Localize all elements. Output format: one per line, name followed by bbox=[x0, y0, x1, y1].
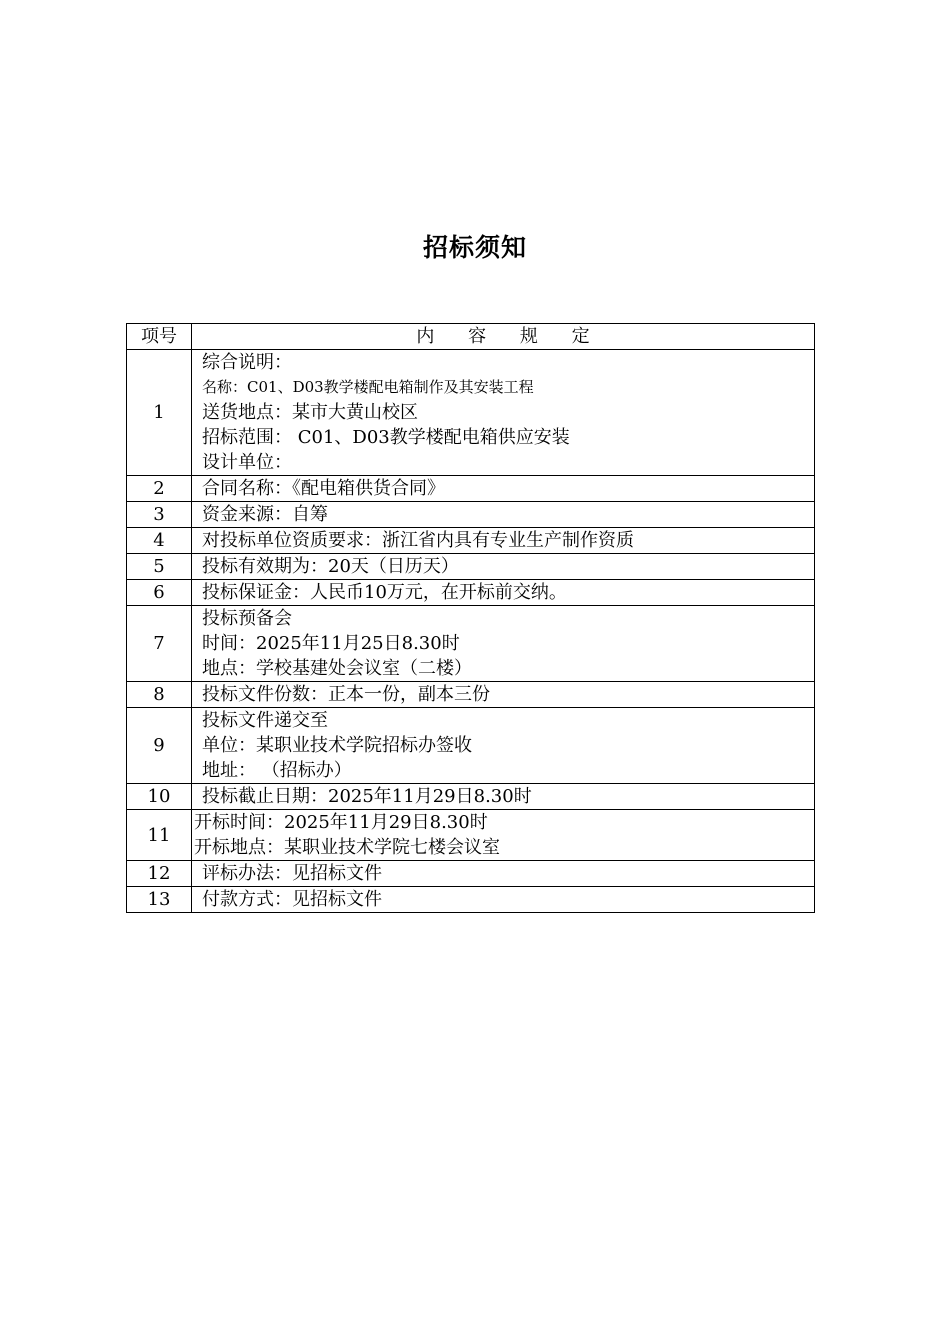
row-number: 8 bbox=[127, 682, 192, 708]
table-row bbox=[127, 350, 815, 476]
table-row bbox=[127, 708, 815, 784]
page-title: 招标须知 bbox=[422, 233, 527, 262]
table-header-row bbox=[127, 324, 815, 350]
content-line: 投标保证金：人民币10万元，在开标前交纳。 bbox=[202, 582, 567, 603]
content-line: 开标时间：2025年11月29日8.30时 bbox=[194, 812, 488, 833]
row-content bbox=[192, 784, 815, 810]
header-content-rules: 内 容 规 定 bbox=[192, 324, 815, 350]
table-row bbox=[127, 810, 815, 861]
row-number: 5 bbox=[127, 554, 192, 580]
table-row bbox=[127, 606, 815, 682]
table-row bbox=[127, 554, 815, 580]
content-line: 设计单位： bbox=[202, 452, 292, 473]
table-row bbox=[127, 784, 815, 810]
row-number: 4 bbox=[127, 528, 192, 554]
content-line: 地址： （招标办） bbox=[202, 760, 352, 781]
row-number: 3 bbox=[127, 502, 192, 528]
row-content bbox=[192, 350, 815, 476]
row-number: 10 bbox=[127, 784, 192, 810]
row-number: 1 bbox=[127, 350, 192, 476]
content-line: 评标办法：见招标文件 bbox=[202, 863, 382, 884]
content-line: 投标文件份数：正本一份，副本三份 bbox=[202, 684, 490, 705]
row-content bbox=[192, 606, 815, 682]
content-line: 地点：学校基建处会议室（二楼） bbox=[202, 658, 472, 679]
content-line: 付款方式：见招标文件 bbox=[202, 889, 382, 910]
bidding-notice-table bbox=[126, 323, 815, 913]
row-content bbox=[192, 502, 815, 528]
table-row bbox=[127, 682, 815, 708]
table-row bbox=[127, 887, 815, 913]
content-line: 投标有效期为：20天（日历天） bbox=[202, 556, 459, 577]
content-line: 资金来源：自筹 bbox=[202, 504, 328, 525]
row-number: 11 bbox=[127, 810, 192, 861]
row-number: 9 bbox=[127, 708, 192, 784]
content-line: 对投标单位资质要求：浙江省内具有专业生产制作资质 bbox=[202, 530, 634, 551]
row-number: 7 bbox=[127, 606, 192, 682]
row-content bbox=[192, 682, 815, 708]
content-line: 合同名称：《配电箱供货合同》 bbox=[202, 478, 445, 499]
content-line: 单位：某职业技术学院招标办签收 bbox=[202, 735, 472, 756]
row-content bbox=[192, 476, 815, 502]
row-number: 6 bbox=[127, 580, 192, 606]
row-content bbox=[192, 554, 815, 580]
content-line: 招标范围： C01、D03教学楼配电箱供应安装 bbox=[202, 427, 570, 448]
content-line: 投标截止日期：2025年11月29日8.30时 bbox=[202, 786, 532, 807]
row-content bbox=[192, 810, 815, 861]
content-line: 送货地点：某市大黄山校区 bbox=[202, 402, 418, 423]
content-line: 名称：C01、D03教学楼配电箱制作及其安装工程 bbox=[202, 378, 534, 396]
table-row bbox=[127, 580, 815, 606]
row-content bbox=[192, 861, 815, 887]
table-row bbox=[127, 476, 815, 502]
content-line: 时间：2025年11月25日8.30时 bbox=[202, 633, 460, 654]
content-line: 综合说明： bbox=[202, 352, 292, 373]
row-number: 2 bbox=[127, 476, 192, 502]
header-item-number: 项号 bbox=[127, 324, 192, 350]
row-number: 13 bbox=[127, 887, 192, 913]
table-row bbox=[127, 861, 815, 887]
row-content bbox=[192, 580, 815, 606]
row-content bbox=[192, 528, 815, 554]
row-content bbox=[192, 708, 815, 784]
table-row bbox=[127, 502, 815, 528]
row-number: 12 bbox=[127, 861, 192, 887]
table-row bbox=[127, 528, 815, 554]
content-line: 投标文件递交至 bbox=[202, 710, 328, 731]
content-line: 投标预备会 bbox=[202, 608, 292, 629]
row-content bbox=[192, 887, 815, 913]
content-line: 开标地点：某职业技术学院七楼会议室 bbox=[194, 837, 500, 858]
